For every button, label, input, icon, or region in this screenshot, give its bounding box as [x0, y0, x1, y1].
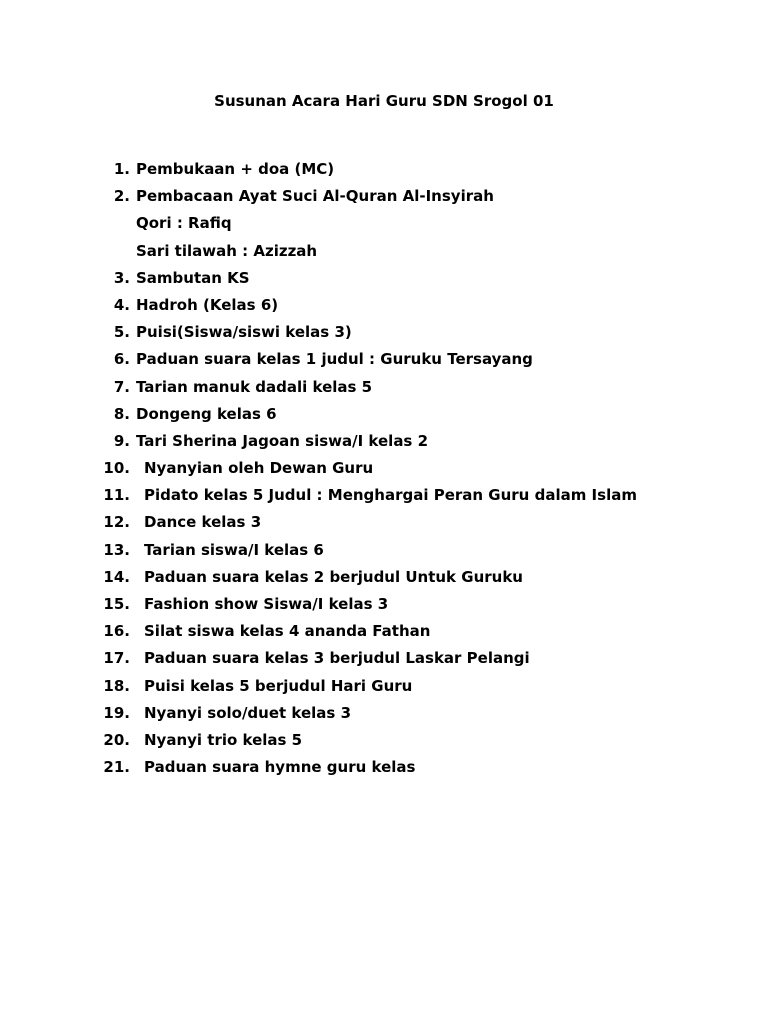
list-item [0, 457, 768, 484]
item-number: 19. [103, 703, 130, 722]
item-number: 9. [113, 431, 130, 450]
item-number: 20. [103, 730, 130, 749]
list-item [0, 158, 768, 185]
item-number: 5. [113, 323, 130, 342]
item-number: 11. [103, 486, 130, 505]
item-text: Qori : Rafiq [136, 214, 232, 233]
item-text: Tari Sherina Jagoan siswa/I kelas 2 [136, 431, 429, 450]
document-title: Susunan Acara Hari Guru SDN Srogol 01 [214, 92, 554, 110]
item-number: 14. [103, 567, 130, 586]
item-text: Paduan suara kelas 2 berjudul Untuk Guruku [144, 567, 523, 586]
item-number: 7. [113, 377, 130, 396]
item-text: Fashion show Siswa/I kelas 3 [144, 595, 389, 613]
list-item [0, 647, 768, 674]
list-item [0, 729, 768, 756]
list-item [0, 403, 768, 430]
list-item [0, 511, 768, 538]
list-item [0, 321, 768, 348]
item-number: 8. [113, 404, 130, 423]
list-item-subline [0, 240, 768, 267]
list-item [0, 430, 768, 457]
list-item [0, 620, 768, 647]
item-text: Dongeng kelas 6 [136, 404, 277, 423]
item-number: 1. [113, 160, 130, 178]
list-item [0, 348, 768, 375]
item-number: 17. [103, 649, 130, 668]
list-item [0, 185, 768, 212]
list-item-subline [0, 212, 768, 239]
item-text: Puisi(Siswa/siswi kelas 3) [136, 323, 352, 342]
item-number: 18. [103, 676, 130, 695]
item-text: Tarian siswa/I kelas 6 [144, 540, 324, 559]
list-item [0, 566, 768, 593]
list-item [0, 376, 768, 403]
item-number: 6. [113, 350, 130, 369]
list-item [0, 539, 768, 566]
item-number: 4. [113, 295, 130, 314]
item-text: Paduan suara kelas 3 berjudul Laskar Pelangi [144, 649, 530, 668]
item-number: 13. [103, 540, 130, 559]
list-item [0, 593, 768, 620]
item-text: Nyanyian oleh Dewan Guru [144, 459, 374, 478]
list-item [0, 294, 768, 321]
list-item [0, 675, 768, 702]
program-list [0, 158, 768, 783]
item-text: Sambutan KS [136, 268, 250, 287]
item-text: Nyanyi trio kelas 5 [144, 730, 303, 749]
list-item [0, 484, 768, 511]
list-item [0, 702, 768, 729]
item-text: Nyanyi solo/duet kelas 3 [144, 703, 352, 722]
item-text: Puisi kelas 5 berjudul Hari Guru [144, 676, 413, 695]
item-text: Tarian manuk dadali kelas 5 [136, 377, 373, 396]
item-number: 16. [103, 622, 130, 641]
item-number: 21. [103, 758, 130, 777]
list-item [0, 267, 768, 294]
item-text: Paduan suara kelas 1 judul : Guruku Tersayang [136, 350, 533, 369]
item-number: 12. [103, 513, 130, 532]
item-text: Pembukaan + doa (MC) [136, 160, 335, 178]
item-text: Sari tilawah : Azizzah [136, 241, 318, 260]
item-text: Hadroh (Kelas 6) [136, 295, 279, 314]
item-number: 10. [103, 459, 130, 478]
item-text: Pidato kelas 5 Judul : Menghargai Peran Guru dalam Islam [144, 486, 637, 505]
item-number: 2. [113, 187, 130, 206]
item-text: Silat siswa kelas 4 ananda Fathan [144, 622, 431, 641]
item-number: 15. [103, 595, 130, 613]
item-number: 3. [113, 268, 130, 287]
list-item [0, 756, 768, 783]
item-text: Paduan suara hymne guru kelas [144, 758, 416, 777]
item-text: Pembacaan Ayat Suci Al-Quran Al-Insyirah [136, 187, 494, 206]
item-text: Dance kelas 3 [144, 513, 262, 532]
